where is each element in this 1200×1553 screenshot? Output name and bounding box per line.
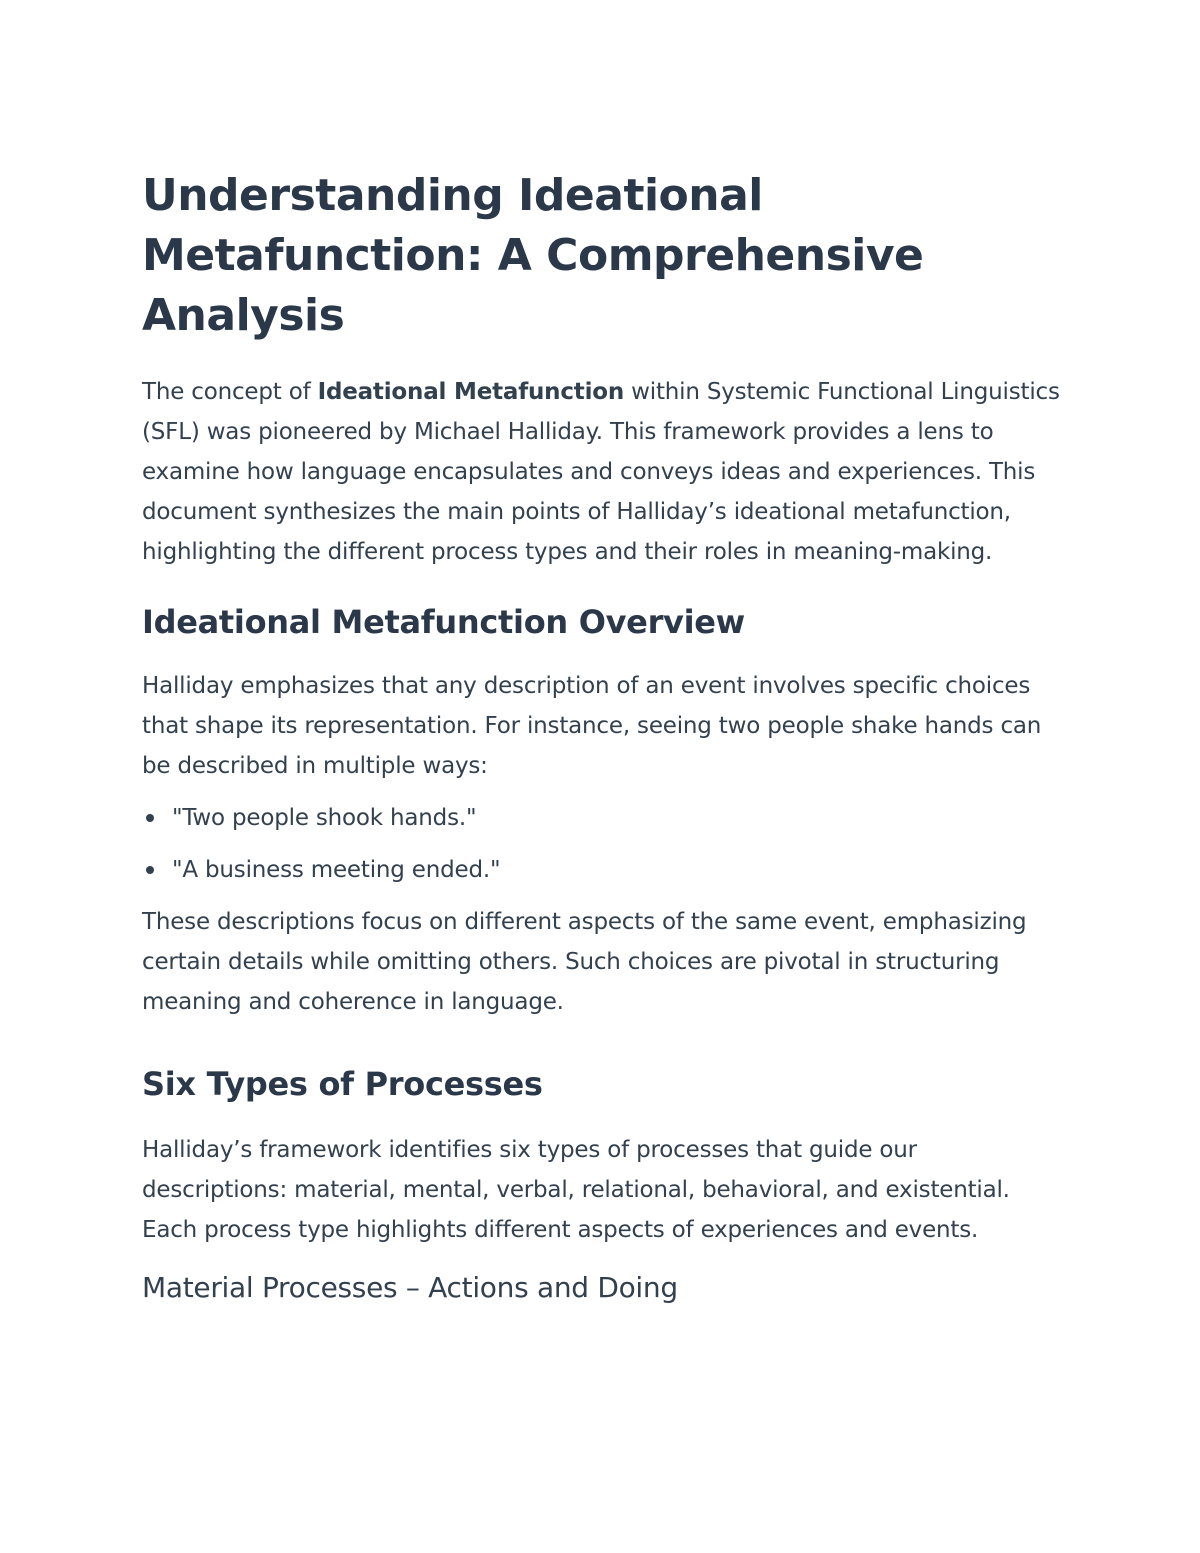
list-item: [142, 850, 1062, 890]
example-list: [142, 798, 1062, 890]
overview-heading: Ideational Metafunction Overview: [142, 603, 745, 641]
list-item: [142, 798, 1062, 838]
intro-text-start: The concept of: [142, 379, 318, 405]
list-item-text: "A business meeting ended.": [172, 857, 501, 883]
material-processes-subheading: Material Processes – Actions and Doing: [142, 1271, 678, 1304]
overview-paragraph: Halliday emphasizes that any description of an event involves specific choices that shape its representation. For instance, seeing two people shake hands can be described in multiple ways:: [142, 673, 1042, 779]
intro-text-end: within Systemic Functional Linguistics (SFL) was pioneered by Michael Halliday. This framework provides a lens to examine how language encapsulates and conveys ideas and experiences. This document synthesizes the main points of Halliday’s ideational metafunction, highlighting the different process types and their roles in meaning-making.: [142, 379, 1060, 565]
processes-heading: Six Types of Processes: [142, 1065, 543, 1103]
document-title: Understanding Ideational Metafunction: A Comprehensive Analysis: [142, 170, 924, 341]
processes-paragraph: Halliday’s framework identifies six types of processes that guide our descriptions: material, mental, verbal, relational, behavioral, and existential. Each process type highlights different aspects of experiences and events.: [142, 1137, 1010, 1243]
after-list-paragraph: These descriptions focus on different aspects of the same event, emphasizing certain details while omitting others. Such choices are pivotal in structuring meaning and coherence in language.: [142, 909, 1027, 1015]
intro-bold-term: Ideational Metafunction: [317, 379, 625, 405]
intro-paragraph: [142, 372, 1062, 572]
document-page: [142, 166, 1062, 1308]
bullet-icon: [146, 814, 154, 822]
bullet-icon: [146, 866, 154, 874]
list-item-text: "Two people shook hands.": [172, 805, 477, 831]
